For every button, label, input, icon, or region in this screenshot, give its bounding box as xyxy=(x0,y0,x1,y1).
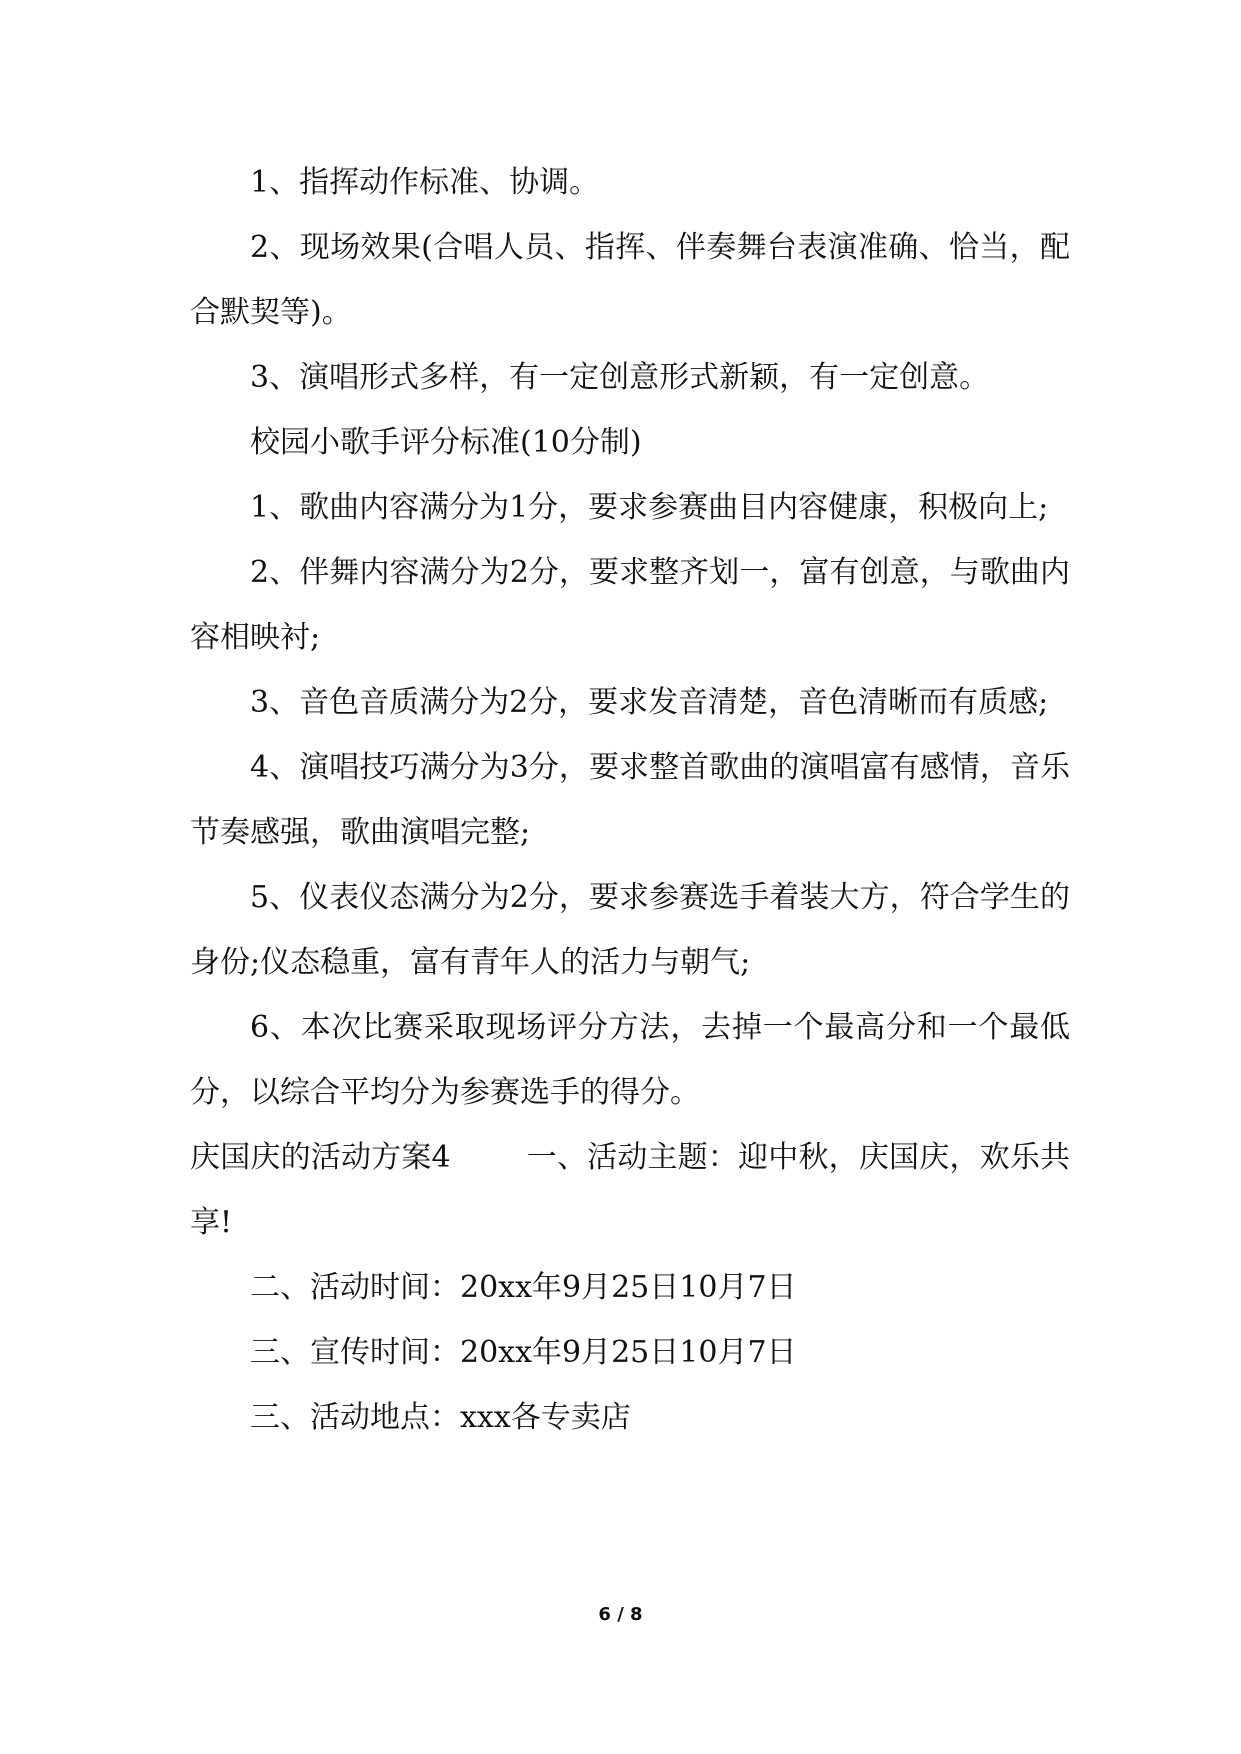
scoring-standard-heading: 校园小歌手评分标准(10分制) xyxy=(250,425,642,460)
paragraph-1: 1、指挥动作标准、协调。 xyxy=(250,165,600,200)
promotion-time: 三、宣传时间：20xx年9月25日10月7日 xyxy=(250,1335,797,1370)
paragraph-2: 2、现场效果(合唱人员、指挥、伴奏舞台表演准确、恰当，配合默契等)。 xyxy=(190,230,1070,330)
section-theme: 一、活动主题：迎中秋，庆国庆，欢乐共享! xyxy=(190,1140,1071,1240)
page-content xyxy=(190,150,1070,1450)
paragraph-3: 3、演唱形式多样，有一定创意形式新颖，有一定创意。 xyxy=(250,360,990,395)
paragraph-8: 5、仪表仪态满分为2分，要求参赛选手着装大方，符合学生的身份;仪态稳重，富有青年人的活力与朝气; xyxy=(190,880,1070,980)
paragraph-4: 1、歌曲内容满分为1分，要求参赛曲目内容健康，积极向上; xyxy=(250,490,1049,525)
page-number: 6 / 8 xyxy=(598,1604,643,1625)
activity-location: 三、活动地点：xxx各专卖店 xyxy=(250,1400,631,1435)
activity-time: 二、活动时间：20xx年9月25日10月7日 xyxy=(250,1270,797,1305)
section-title: 庆国庆的活动方案4 xyxy=(190,1140,451,1175)
paragraph-7: 4、演唱技巧满分为3分，要求整首歌曲的演唱富有感情，音乐节奏感强，歌曲演唱完整; xyxy=(190,750,1070,850)
paragraph-6: 3、音色音质满分为2分，要求发音清楚，音色清晰而有质感; xyxy=(250,685,1049,720)
paragraph-5: 2、伴舞内容满分为2分，要求整齐划一，富有创意，与歌曲内容相映衬; xyxy=(190,555,1070,655)
paragraph-9: 6、本次比赛采取现场评分方法，去掉一个最高分和一个最低分，以综合平均分为参赛选手的得分。 xyxy=(190,1010,1070,1110)
section-heading-paragraph xyxy=(190,1125,1070,1255)
